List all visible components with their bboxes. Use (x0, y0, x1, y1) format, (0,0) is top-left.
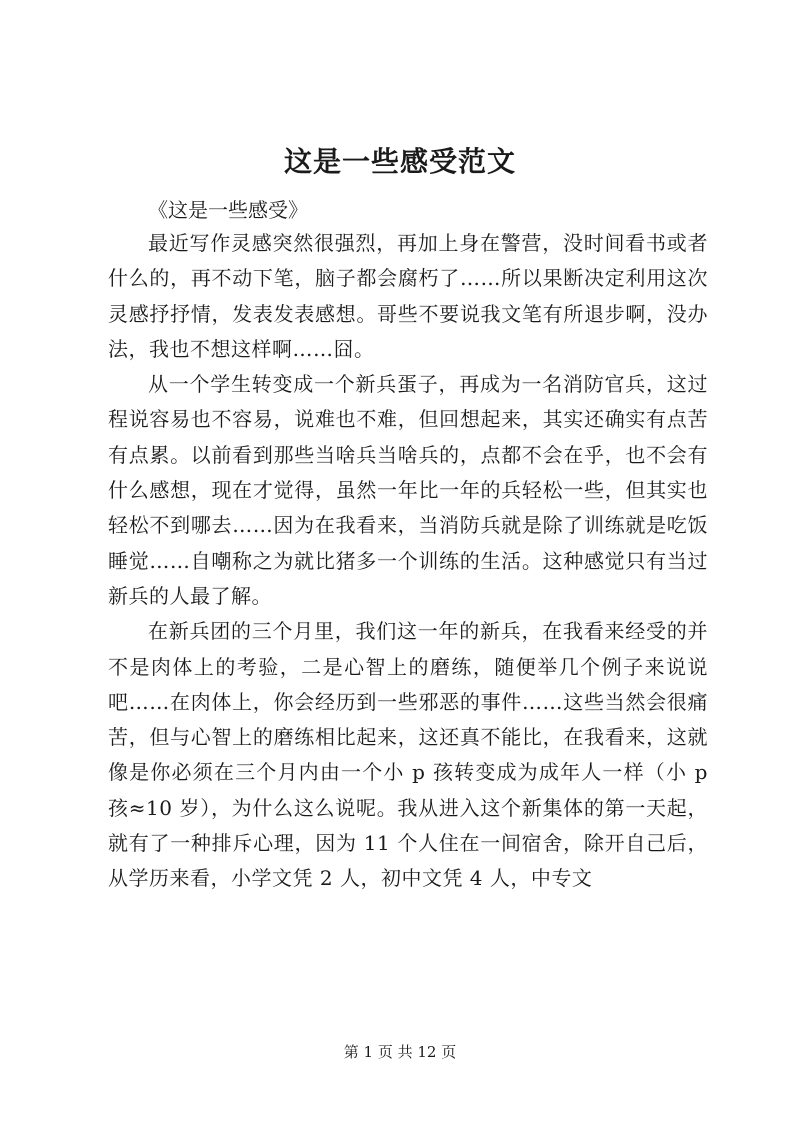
document-title: 这是一些感受范文 (283, 145, 516, 178)
page-number-footer: 第 1 页 共 12 页 (343, 1043, 457, 1061)
paragraph: 从一个学生转变成一个新兵蛋子，再成为一名消防官兵，这过程说容易也不容易，说难也不难，但回想起来，其实还确实有点苦有点累。以前看到那些当啥兵当啥兵的，点都不会在乎，也不会有什么感想，现在才觉得，虽然一年比一年的兵轻松一些，但其实也轻松不到哪去……因为在我看来，当消防兵就是除了训练就是吃饭睡觉……自嘲称之为就比猪多一个训练的生活。这种感觉只有当过新兵的人最了解。 (108, 372, 708, 608)
document-subtitle: 《这是一些感受》 (148, 198, 308, 222)
paragraph: 最近写作灵感突然很强烈，再加上身在警营，没时间看书或者什么的，再不动下笔，脑子都会腐朽了……所以果断决定利用这次灵感抒抒情，发表发表感想。哥些不要说我文笔有所退步啊，没办法，我也不想这样啊……囧。 (108, 231, 708, 361)
paragraph: 在新兵团的三个月里，我们这一年的新兵，在我看来经受的并不是肉体上的考验，二是心智上的磨练，随便举几个例子来说说吧……在肉体上，你会经历到一些邪恶的事件……这些当然会很痛苦，但与心智上的磨练相比起来，这还真不能比，在我看来，这就像是你必须在三个月内由一个小 p 孩转变成为成年人一样（小 p 孩≈10 岁），为什么这么说呢。我从进入这个新集体的第一天起，就有了一种排斥心理，因为 11 个人住在一间宿舍，除开自己后，从学历来看，小学文凭 2 人，初中文凭 4 人，中专文 (108, 619, 708, 891)
document-body (108, 226, 708, 897)
